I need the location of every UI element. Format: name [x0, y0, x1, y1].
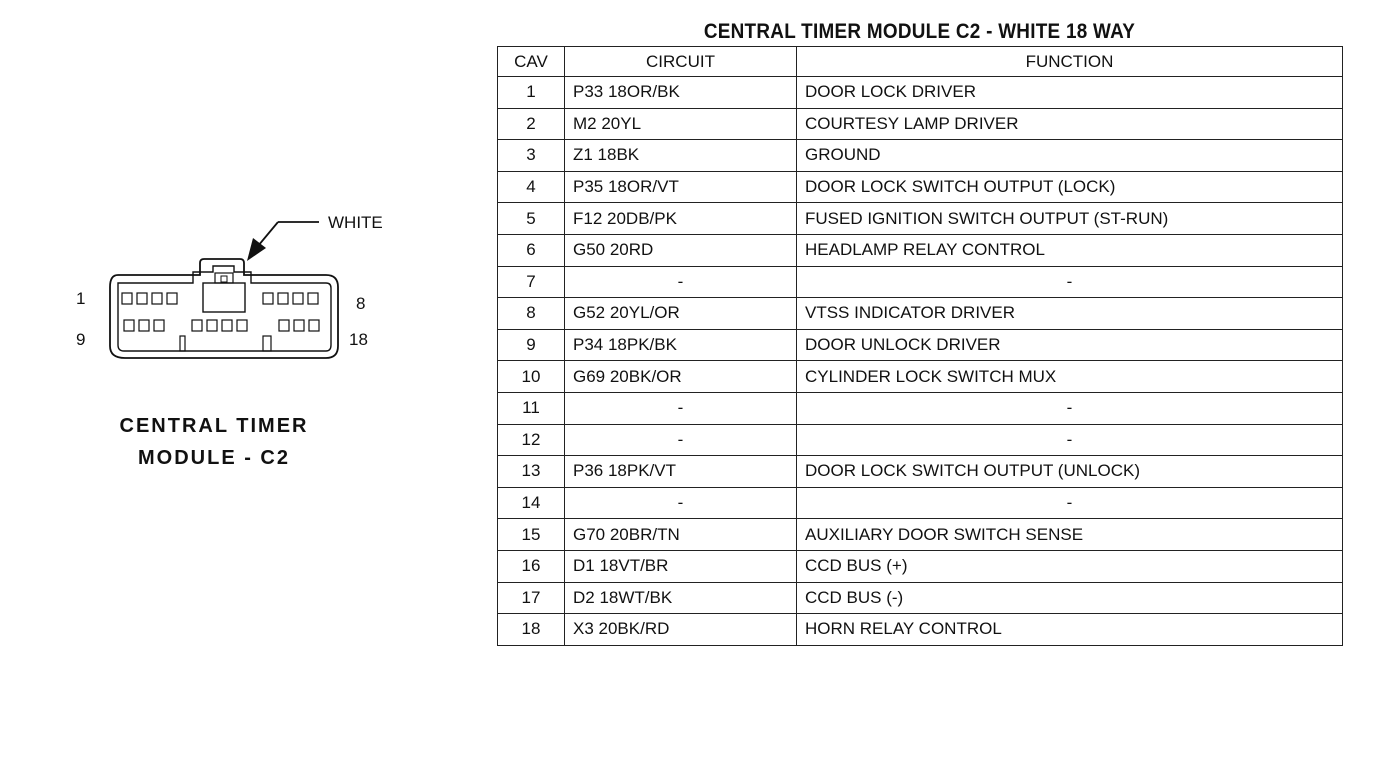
cav-cell: 16 [498, 550, 565, 582]
circuit-cell: D1 18VT/BR [565, 550, 797, 582]
header-function: FUNCTION [797, 47, 1343, 77]
cav-cell: 10 [498, 361, 565, 393]
header-circuit: CIRCUIT [565, 47, 797, 77]
pin-label-18: 18 [349, 330, 368, 349]
cav-cell: 8 [498, 298, 565, 330]
cav-cell: 9 [498, 329, 565, 361]
function-cell: - [797, 266, 1343, 298]
table-header-row [498, 47, 1343, 77]
circuit-cell: - [565, 266, 797, 298]
circuit-cell: P36 18PK/VT [565, 456, 797, 488]
cav-cell: 15 [498, 519, 565, 551]
table-title: CENTRAL TIMER MODULE C2 - WHITE 18 WAY [703, 20, 1136, 43]
function-cell: - [797, 424, 1343, 456]
function-cell: FUSED IGNITION SWITCH OUTPUT (ST-RUN) [797, 203, 1343, 235]
function-cell: COURTESY LAMP DRIVER [797, 108, 1343, 140]
circuit-cell: P34 18PK/BK [565, 329, 797, 361]
circuit-cell: D2 18WT/BK [565, 582, 797, 614]
white-leader-arrow [247, 222, 319, 261]
connector-caption-line1: CENTRAL TIMER [119, 415, 309, 437]
table-row [498, 424, 1343, 456]
table-row [498, 519, 1343, 551]
function-cell: DOOR LOCK DRIVER [797, 77, 1343, 109]
circuit-cell: F12 20DB/PK [565, 203, 797, 235]
function-cell: DOOR UNLOCK DRIVER [797, 329, 1343, 361]
circuit-cell: - [565, 487, 797, 519]
circuit-cell: Z1 18BK [565, 140, 797, 172]
table-row [498, 203, 1343, 235]
cav-cell: 4 [498, 171, 565, 203]
function-cell: HEADLAMP RELAY CONTROL [797, 234, 1343, 266]
function-cell: AUXILIARY DOOR SWITCH SENSE [797, 519, 1343, 551]
cav-cell: 11 [498, 392, 565, 424]
cav-cell: 17 [498, 582, 565, 614]
cav-cell: 3 [498, 140, 565, 172]
circuit-cell: G52 20YL/OR [565, 298, 797, 330]
circuit-cell: G70 20BR/TN [565, 519, 797, 551]
function-cell: CCD BUS (+) [797, 550, 1343, 582]
table-row [498, 77, 1343, 109]
function-cell: DOOR LOCK SWITCH OUTPUT (LOCK) [797, 171, 1343, 203]
cav-cell: 2 [498, 108, 565, 140]
cav-cell: 5 [498, 203, 565, 235]
function-cell: CYLINDER LOCK SWITCH MUX [797, 361, 1343, 393]
function-cell: - [797, 392, 1343, 424]
table-row [498, 298, 1343, 330]
cav-cell: 1 [498, 77, 565, 109]
connector-body [110, 259, 338, 358]
table-row [498, 329, 1343, 361]
function-cell: CCD BUS (-) [797, 582, 1343, 614]
table-row [498, 140, 1343, 172]
table-row [498, 456, 1343, 488]
table-row [498, 392, 1343, 424]
circuit-cell: P35 18OR/VT [565, 171, 797, 203]
table-row [498, 266, 1343, 298]
table-row [498, 108, 1343, 140]
cav-cell: 14 [498, 487, 565, 519]
function-cell: GROUND [797, 140, 1343, 172]
circuit-cell: M2 20YL [565, 108, 797, 140]
table-row [498, 171, 1343, 203]
circuit-cell: G69 20BK/OR [565, 361, 797, 393]
function-cell: - [797, 487, 1343, 519]
cavity-row-bottom [124, 320, 319, 331]
table-row [498, 614, 1343, 646]
table-row [498, 550, 1343, 582]
function-cell: HORN RELAY CONTROL [797, 614, 1343, 646]
cavity-row-top [122, 293, 318, 304]
table-row [498, 361, 1343, 393]
pin-label-9: 9 [76, 330, 86, 349]
table-row [498, 582, 1343, 614]
function-cell: VTSS INDICATOR DRIVER [797, 298, 1343, 330]
function-cell: DOOR LOCK SWITCH OUTPUT (UNLOCK) [797, 456, 1343, 488]
circuit-cell: X3 20BK/RD [565, 614, 797, 646]
pin-label-1: 1 [76, 289, 86, 308]
table-row [498, 234, 1343, 266]
table-row [498, 487, 1343, 519]
connector-color-label: WHITE [328, 213, 383, 232]
connector-diagram [0, 0, 480, 758]
cav-cell: 13 [498, 456, 565, 488]
circuit-cell: - [565, 424, 797, 456]
header-cav: CAV [498, 47, 565, 77]
circuit-cell: G50 20RD [565, 234, 797, 266]
cav-cell: 12 [498, 424, 565, 456]
circuit-cell: - [565, 392, 797, 424]
pin-label-8: 8 [356, 294, 366, 313]
cav-cell: 6 [498, 234, 565, 266]
connector-caption-line2: MODULE - C2 [138, 447, 290, 469]
cav-cell: 18 [498, 614, 565, 646]
pin-table [497, 46, 1343, 646]
circuit-cell: P33 18OR/BK [565, 77, 797, 109]
cav-cell: 7 [498, 266, 565, 298]
